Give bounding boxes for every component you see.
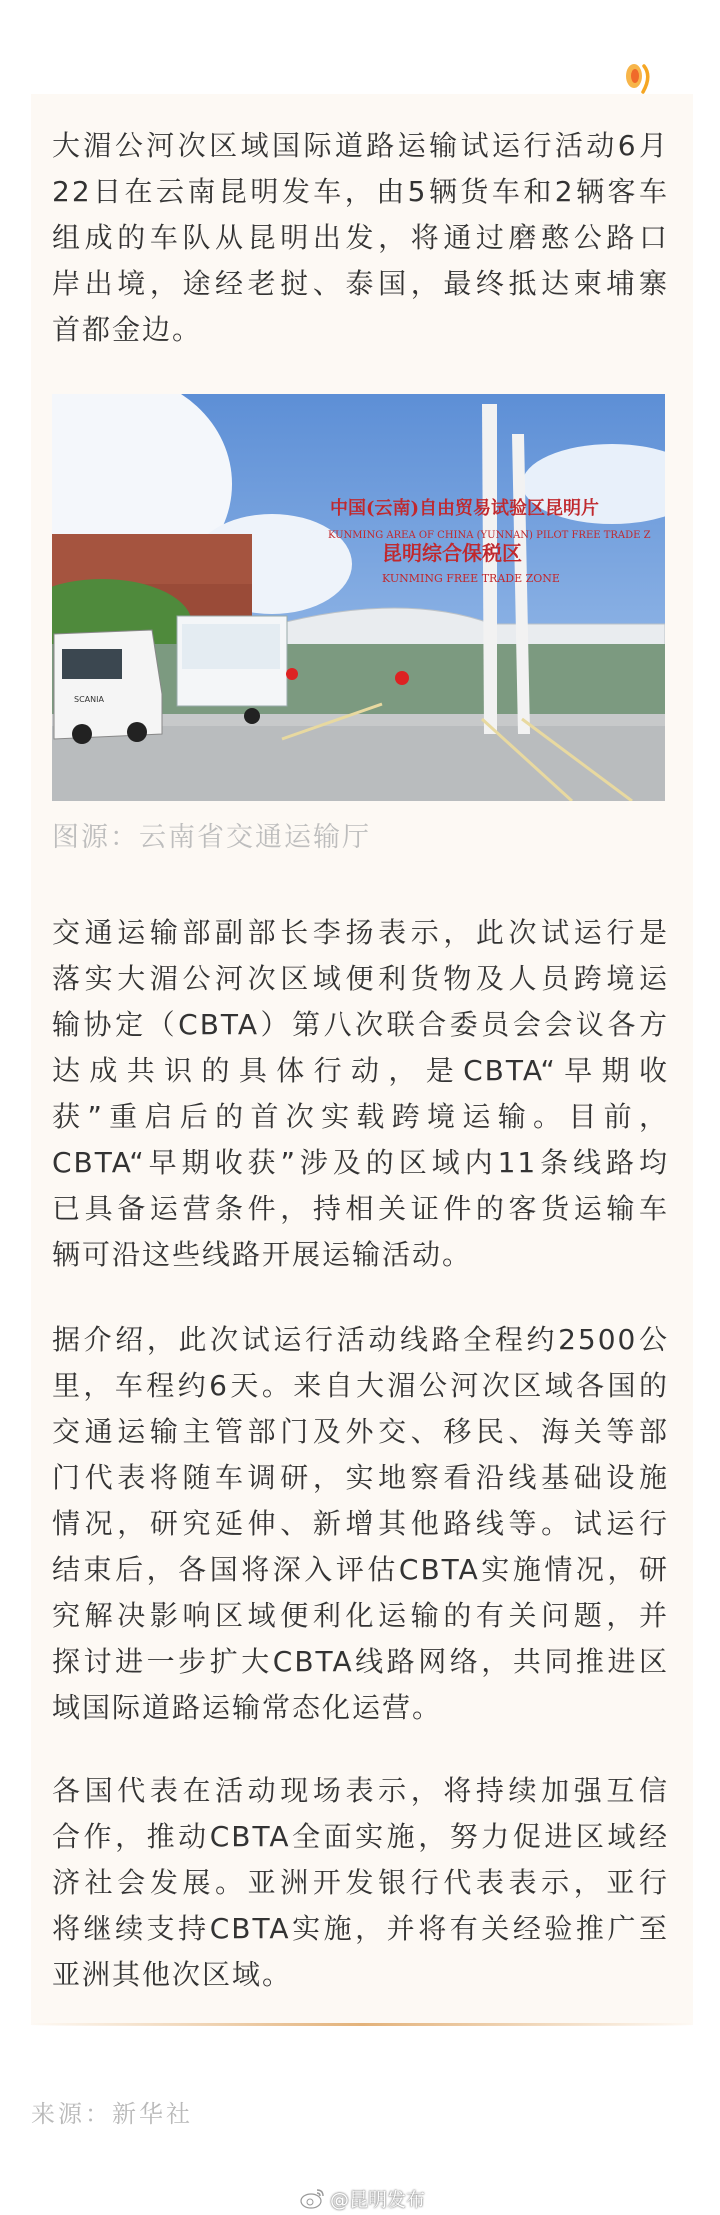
card-divider bbox=[31, 2023, 693, 2026]
paragraph-line: 输协定（CBTA）第八次联合委员会会议各方 bbox=[52, 1008, 669, 1041]
paragraph-line: 情况，研究延伸、新增其他路线等。试运行 bbox=[52, 1507, 669, 1540]
paragraph-3 bbox=[52, 1317, 669, 1731]
source-credit: 来源：新华社 bbox=[31, 2100, 193, 2128]
megaphone-icon bbox=[624, 60, 654, 96]
paragraph-line: 22日在云南昆明发车，由5辆货车和2辆客车 bbox=[52, 175, 669, 208]
article-photo bbox=[52, 394, 665, 801]
paragraph-line: 究解决影响区域便利化运输的有关问题，并 bbox=[52, 1599, 669, 1632]
paragraph-line: 落实大湄公河次区域便利货物及人员跨境运 bbox=[52, 962, 669, 995]
paragraph-4 bbox=[52, 1768, 669, 1998]
watermark-text: @昆明发布 bbox=[330, 2188, 426, 2211]
paragraph-line: 域国际道路运输常态化运营。 bbox=[52, 1691, 443, 1724]
sign-english: KUNMING AREA OF CHINA (YUNNAN) PILOT FREE TRADE Z bbox=[328, 530, 651, 541]
paragraph-line: 结束后，各国将深入评估CBTA实施情况，研 bbox=[52, 1553, 669, 1586]
paragraph-line: 将继续支持CBTA实施，并将有关经验推广至 bbox=[52, 1912, 669, 1945]
paragraph-line: 已具备运营条件，持相关证件的客货运输车 bbox=[52, 1192, 669, 1225]
paragraph-line: 合作，推动CBTA全面实施，努力促进区域经 bbox=[52, 1820, 669, 1853]
weibo-icon bbox=[300, 2187, 326, 2209]
paragraph-line: 首都金边。 bbox=[52, 313, 203, 346]
paragraph-line: 组成的车队从昆明出发，将通过磨憨公路口 bbox=[52, 221, 669, 254]
watermark bbox=[300, 2184, 425, 2212]
paragraph-line: 亚洲其他次区域。 bbox=[52, 1958, 293, 1991]
paragraph-line: 里，车程约6天。来自大湄公河次区域各国的 bbox=[52, 1369, 669, 1402]
sign-chinese-2: 昆明综合保税区 bbox=[382, 541, 522, 565]
paragraph-line: 各国代表在活动现场表示，将持续加强互信 bbox=[52, 1774, 669, 1807]
truck-brand: SCANIA bbox=[74, 695, 104, 704]
paragraph-line: CBTA“早期收获”涉及的区域内11条线路均 bbox=[52, 1146, 669, 1179]
paragraph-1 bbox=[52, 123, 669, 353]
paragraph-line: 获”重启后的首次实载跨境运输。目前， bbox=[52, 1100, 669, 1133]
paragraph-line: 达成共识的具体行动，是CBTA“早期收 bbox=[52, 1054, 669, 1087]
paragraph-line: 辆可沿这些线路开展运输活动。 bbox=[52, 1238, 473, 1271]
paragraph-line: 济社会发展。亚洲开发银行代表表示，亚行 bbox=[52, 1866, 669, 1899]
photo-caption: 图源：云南省交通运输厅 bbox=[52, 822, 371, 853]
paragraph-line: 据介绍，此次试运行活动线路全程约2500公 bbox=[52, 1323, 669, 1356]
paragraph-line: 大湄公河次区域国际道路运输试运行活动6月 bbox=[52, 129, 669, 162]
paragraph-line: 交通运输部副部长李扬表示，此次试运行是 bbox=[52, 916, 669, 949]
sign-chinese: 中国(云南)自由贸易试验区昆明片 bbox=[330, 498, 600, 519]
paragraph-2 bbox=[52, 910, 669, 1278]
paragraph-line: 门代表将随车调研，实地察看沿线基础设施 bbox=[52, 1461, 669, 1494]
paragraph-line: 交通运输主管部门及外交、移民、海关等部 bbox=[52, 1415, 669, 1448]
paragraph-line: 岸出境，途经老挝、泰国，最终抵达柬埔寨 bbox=[52, 267, 669, 300]
sign-english-2: KUNMING FREE TRADE ZONE bbox=[382, 572, 560, 585]
paragraph-line: 探讨进一步扩大CBTA线路网络，共同推进区 bbox=[52, 1645, 669, 1678]
